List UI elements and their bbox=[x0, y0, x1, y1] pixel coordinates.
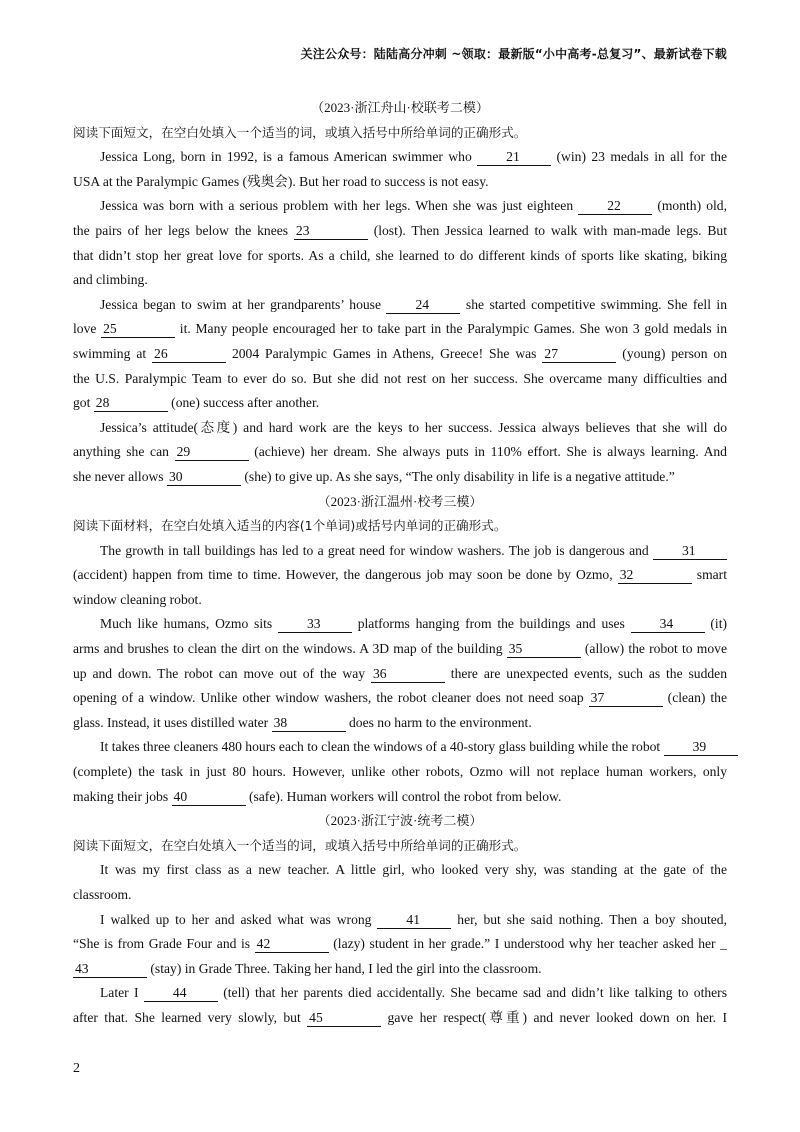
passage-line: The growth in tall buildings has led to a great need for window washers. The job is dangerous and 31 bbox=[73, 539, 727, 564]
answer-blank-27[interactable]: 27 bbox=[542, 345, 616, 363]
answer-blank-25[interactable]: 25 bbox=[101, 320, 175, 338]
answer-blank-22[interactable]: 22 bbox=[578, 197, 652, 215]
answer-blank-42[interactable]: 42 bbox=[255, 935, 329, 953]
passage-line: arms and brushes to clean the dirt on the windows. A 3D map of the building 35 (allow) the robot to move bbox=[73, 641, 727, 657]
section-instruction: 阅读下面短文，在空白处填入一个适当的词，或填入括号中所给单词的正确形式。 bbox=[73, 124, 527, 140]
passage-line: “She is from Grade Four and is 42 (lazy) student in her grade.” I understood why her teacher asked her _ bbox=[73, 936, 727, 952]
answer-blank-36[interactable]: 36 bbox=[371, 665, 445, 683]
answer-blank-38[interactable]: 38 bbox=[272, 714, 346, 732]
answer-blank-35[interactable]: 35 bbox=[507, 640, 581, 658]
passage-line: Jessica began to swim at her grandparents’ house 24 she started competitive swimming. She fell in bbox=[100, 296, 728, 312]
passage-line: up and down. The robot can move out of the way 36 there are unexpected events, such as the sudden bbox=[73, 665, 727, 681]
answer-blank-29[interactable]: 29 bbox=[175, 443, 249, 461]
passage-line: Jessica was born with a serious problem with her legs. When she was just eighteen 22 (month) old, bbox=[100, 198, 727, 214]
answer-blank-43[interactable]: 43 bbox=[73, 960, 147, 978]
passage-line: got 28 (one) success after another. bbox=[73, 395, 320, 411]
passage-line: (accident) happen from time to time. However, the dangerous job may soon be done by Ozmo, 32 smart bbox=[73, 567, 727, 583]
passage-line: It takes three cleaners 480 hours each to clean the windows of a 40-story glass building while the robot 39 bbox=[73, 735, 727, 760]
answer-blank-26[interactable]: 26 bbox=[152, 345, 226, 363]
passage-line: Later I 44 (tell) that her parents died accidentally. She became sad and didn’t like talking to others bbox=[100, 985, 727, 1001]
passage-line: the pairs of her legs below the knees 23 (lost). Then Jessica learned to walk with man-made legs. But bbox=[73, 222, 728, 238]
passage-line: 43 (stay) in Grade Three. Taking her hand, I led the girl into the classroom. bbox=[75, 960, 542, 976]
answer-blank-39[interactable]: 39 bbox=[664, 738, 738, 756]
answer-blank-44[interactable]: 44 bbox=[144, 984, 218, 1002]
passage-line: she never allows 30 (she) to give up. As she says, “The only disability in life is a negative attitude.” bbox=[73, 468, 675, 484]
answer-blank-45[interactable]: 45 bbox=[307, 1009, 381, 1027]
passage-line: anything she can 29 (achieve) her dream. She always puts in 110% effort. She is always learning. And bbox=[73, 444, 727, 460]
passage-line: window cleaning robot. bbox=[73, 591, 202, 607]
passage-line: swimming at 26 2004 Paralympic Games in Athens, Greece! She was 27 (young) person on bbox=[73, 345, 728, 361]
answer-blank-33[interactable]: 33 bbox=[278, 615, 352, 633]
passage bbox=[73, 145, 727, 489]
answer-blank-32[interactable]: 32 bbox=[618, 566, 692, 584]
document-body bbox=[73, 96, 727, 1031]
answer-blank-21[interactable]: 21 bbox=[477, 148, 551, 166]
passage-line: It was my first class as a new teacher. A little girl, who looked very shy, was standing at the gate of the bbox=[100, 862, 727, 878]
section-instruction: 阅读下面短文，在空白处填入一个适当的词，或填入括号中所给单词的正确形式。 bbox=[73, 837, 527, 853]
passage-line: USA at the Paralympic Games (残奥会). But her road to success is not easy. bbox=[73, 173, 489, 189]
answer-blank-41[interactable]: 41 bbox=[377, 911, 451, 929]
passage-line: that didn’t stop her great love for sports. As a child, she learned to do different kinds of sports like skating, biking bbox=[73, 247, 727, 263]
answer-blank-28[interactable]: 28 bbox=[94, 394, 168, 412]
section-source: （2023·浙江宁波·统考二模） bbox=[317, 813, 483, 829]
passage-line: Jessica Long, born in 1992, is a famous American swimmer who 21 (win) 23 medals in all for the bbox=[100, 149, 728, 165]
passage-line: after that. She learned very slowly, but 45 gave her respect(尊重) and never looked down on her. I bbox=[73, 1009, 727, 1025]
answer-blank-23[interactable]: 23 bbox=[294, 222, 368, 240]
answer-blank-40[interactable]: 40 bbox=[172, 788, 246, 806]
passage-line: I walked up to her and asked what was wrong 41 her, but she said nothing. Then a boy shouted, bbox=[100, 911, 728, 927]
passage-line: and climbing. bbox=[73, 272, 148, 288]
passage bbox=[73, 858, 727, 1030]
answer-blank-34[interactable]: 34 bbox=[631, 615, 705, 633]
answer-blank-30[interactable]: 30 bbox=[167, 468, 241, 486]
answer-blank-24[interactable]: 24 bbox=[386, 296, 460, 314]
section-source: （2023·浙江舟山·校联考二模） bbox=[311, 100, 489, 115]
passage-line: Jessica’s attitude(态度) and hard work are the keys to her success. Jessica always believes that she will do bbox=[100, 419, 727, 435]
passage bbox=[73, 539, 727, 810]
section-instruction: 阅读下面材料，在空白处填入适当的内容(1个单词)或括号内单词的正确形式。 bbox=[73, 518, 507, 534]
passage-line: love 25 it. Many people encouraged her to take part in the Paralympic Games. She won 3 gold medals in bbox=[73, 321, 727, 337]
answer-blank-37[interactable]: 37 bbox=[589, 689, 663, 707]
section-source: （2023·浙江温州·校考三模） bbox=[317, 493, 483, 509]
answer-blank-31[interactable]: 31 bbox=[653, 542, 727, 560]
passage-line: glass. Instead, it uses distilled water 38 does no harm to the environment. bbox=[73, 714, 532, 730]
passage-line: the U.S. Paralympic Team to ever do so. But she did not rest on her success. She overcame many difficulties and bbox=[73, 370, 727, 386]
passage-line: classroom. bbox=[73, 887, 132, 902]
page-number: 2 bbox=[73, 1061, 80, 1076]
passage-line: Much like humans, Ozmo sits 33 platforms hanging from the buildings and uses 34 (it) bbox=[100, 616, 727, 632]
page-header: 关注公众号：陆陆高分冲刺 ~领取：最新版“小中高考-总复习”、最新试卷下载 bbox=[300, 47, 727, 61]
passage-line: (complete) the task in just 80 hours. However, unlike other robots, Ozmo will not replace human workers, only bbox=[73, 764, 727, 780]
passage-line: opening of a window. Unlike other window washers, the robot cleaner does not need soap 37 (clean) the bbox=[73, 690, 727, 706]
passage-line: making their jobs 40 (safe). Human workers will control the robot from below. bbox=[73, 788, 562, 804]
